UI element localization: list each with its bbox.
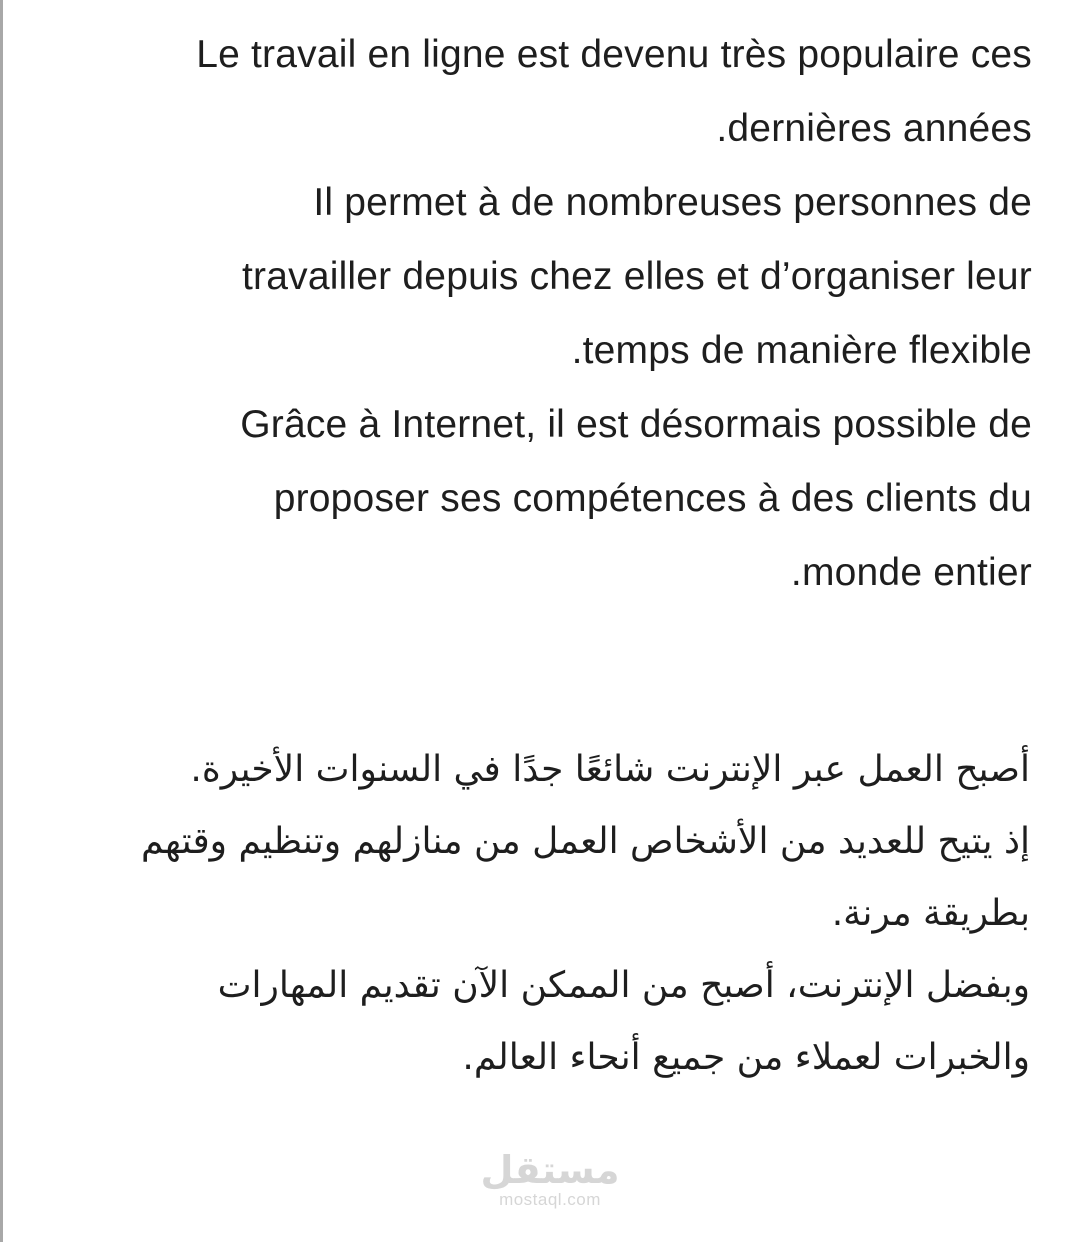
arabic-line: أصبح العمل عبر الإنترنت شائعًا جدًا في السنوات الأخيرة. bbox=[190, 749, 1030, 790]
arabic-line: وبفضل الإنترنت، أصبح من الممكن الآن تقديم المهارات bbox=[217, 965, 1030, 1006]
arabic-text-block bbox=[30, 734, 1030, 1094]
french-text-block bbox=[32, 18, 1032, 610]
watermark-logo: مستقل bbox=[480, 1148, 620, 1192]
french-line: travailler depuis chez elles et d’organiser leur bbox=[242, 255, 1032, 298]
arabic-line: بطريقة مرنة. bbox=[831, 893, 1030, 934]
french-line: .temps de manière flexible bbox=[571, 329, 1032, 372]
arabic-line: إذ يتيح للعديد من الأشخاص العمل من منازلهم وتنظيم وقتهم bbox=[141, 821, 1030, 862]
french-line: Le travail en ligne est devenu très populaire ces bbox=[196, 33, 1032, 76]
watermark-url: mostaql.com bbox=[499, 1190, 601, 1209]
french-line: Grâce à Internet, il est désormais possible de bbox=[240, 403, 1032, 446]
mostaql-watermark bbox=[470, 1150, 630, 1210]
french-line: proposer ses compétences à des clients du bbox=[273, 477, 1032, 520]
french-line: .monde entier bbox=[790, 551, 1032, 594]
left-border-divider bbox=[0, 0, 3, 1242]
arabic-line: والخبرات لعملاء من جميع أنحاء العالم. bbox=[462, 1037, 1030, 1078]
french-line: .dernières années bbox=[716, 107, 1032, 150]
french-line: Il permet à de nombreuses personnes de bbox=[313, 181, 1032, 224]
